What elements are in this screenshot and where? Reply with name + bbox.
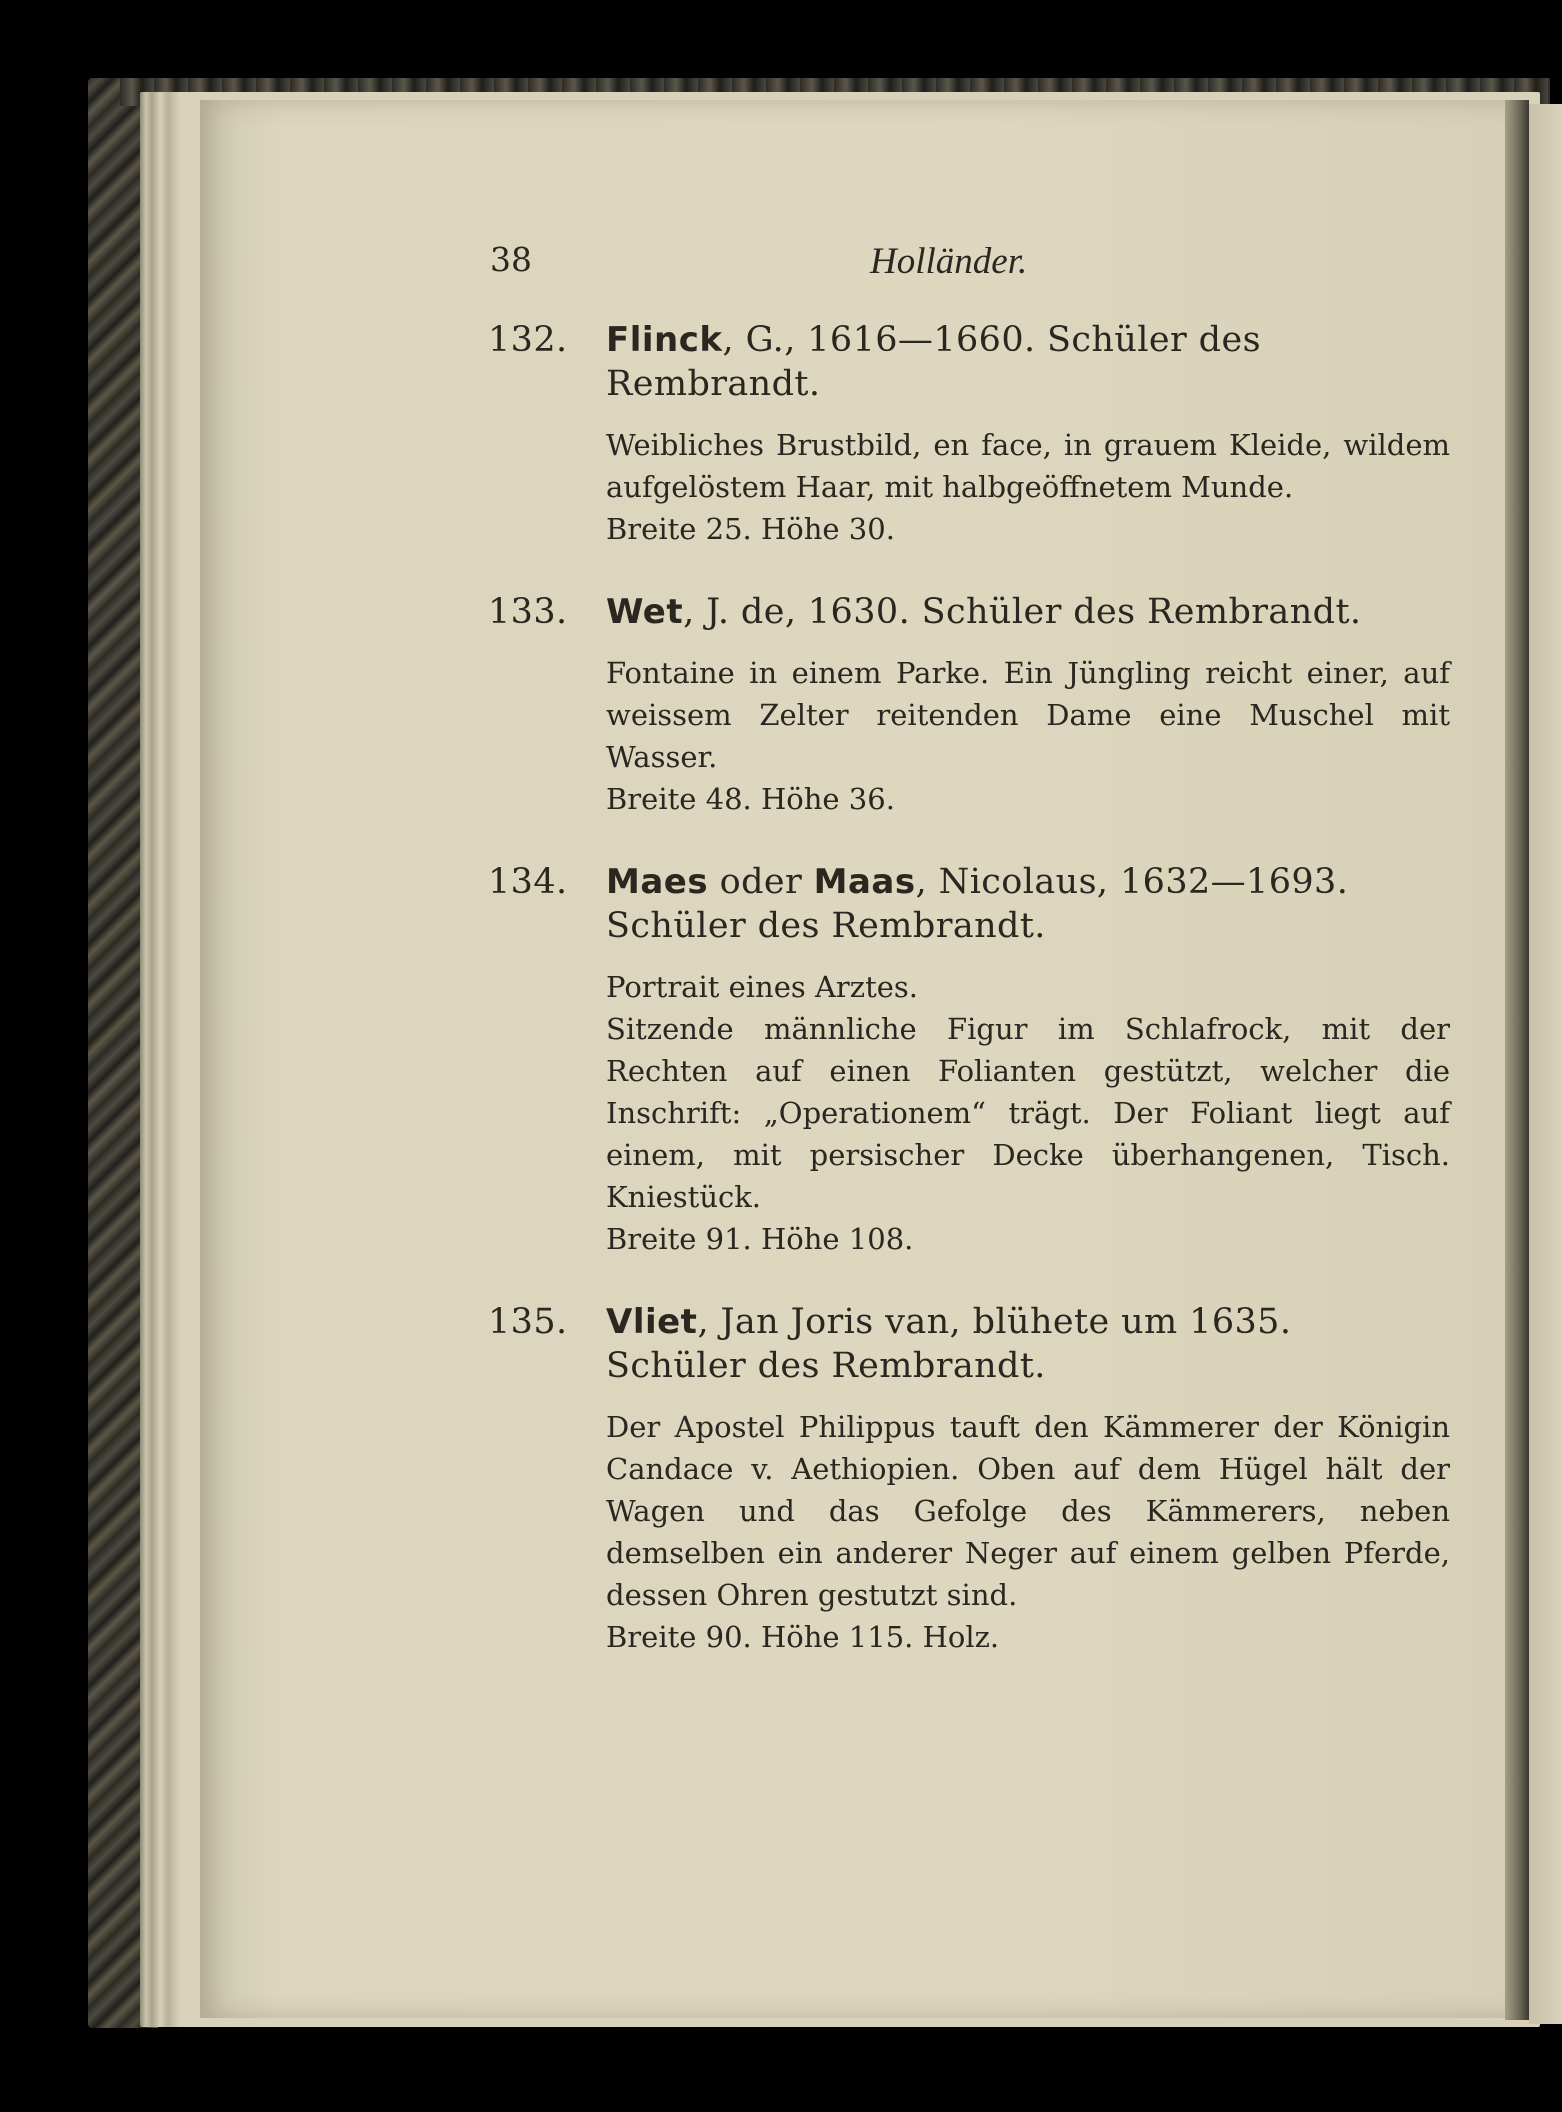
artist-name-alt: Maas: [813, 862, 916, 902]
entry-heading: [490, 1300, 1450, 1388]
catalog-entry-134: [490, 860, 1450, 1260]
catalog-entry-133: [490, 590, 1450, 820]
description-text: Sitzende männliche Figur im Schlafrock, mit der Rechten auf einen Folianten gestützt, welcher die Inschrift: „Operationem“ trägt. Der Foliant liegt auf einem, mit persischer Decke überhangenen, Tisch. Kniestück.: [606, 1012, 1450, 1214]
entry-heading: [490, 590, 1450, 634]
page-content: [490, 240, 1450, 1658]
artist-name: Vliet: [606, 1302, 698, 1342]
entry-heading-text: , Jan Joris van, blühete um 1635.: [697, 1302, 1292, 1342]
dimensions-text: Breite 91. Höhe 108.: [606, 1222, 914, 1256]
description-text: Der Apostel Philippus tauft den Kämmerer der Königin Candace v. Aethiopien. Oben auf dem Hügel hält der Wagen und das Gefolge des Kämmerers, neben demselben ein anderer Neger auf einem gelben Pferde, dessen Ohren gestutzt sind.: [606, 1410, 1450, 1612]
catalog-entry-132: [490, 318, 1450, 550]
page-header: [490, 240, 1450, 292]
catalog-entry-135: [490, 1300, 1450, 1658]
entry-heading-line: [490, 860, 1450, 904]
entry-heading-line-2: Schüler des Rembrandt.: [606, 906, 1046, 946]
artist-name: Flinck: [606, 320, 723, 360]
entry-description: [490, 1406, 1450, 1658]
entry-number: 135.: [488, 1302, 568, 1342]
dimensions-text: Breite 48. Höhe 36.: [606, 782, 895, 816]
dimensions-text: Breite 25. Höhe 30.: [606, 512, 895, 546]
entry-heading-text: , G., 1616—1660. Schüler des: [722, 320, 1261, 360]
name-joiner: oder: [708, 862, 814, 902]
entry-heading-line: [490, 1300, 1450, 1344]
entry-heading-line-2: Schüler des Rembrandt.: [606, 1346, 1046, 1386]
entry-heading-line: [490, 318, 1450, 362]
entry-heading-text: , J. de, 1630. Schüler des Rembrandt.: [683, 592, 1362, 632]
entry-heading-text: , Nicolaus, 1632—1693.: [915, 862, 1349, 902]
entry-description: [490, 652, 1450, 820]
description-text: Fontaine in einem Parke. Ein Jüngling reicht einer, auf weissem Zelter reitenden Dame eine Muschel mit Wasser.: [606, 656, 1450, 774]
artist-name: Maes: [606, 862, 709, 902]
entry-number: 132.: [488, 320, 568, 360]
entry-description: [490, 424, 1450, 550]
entry-heading-line: [490, 590, 1450, 634]
entry-heading-line-2: Rembrandt.: [606, 364, 821, 404]
entry-heading: [490, 318, 1450, 406]
book-gutter: [1505, 100, 1529, 2020]
entry-number: 133.: [488, 592, 568, 632]
entry-heading: [490, 860, 1450, 948]
running-title: Holländer.: [870, 241, 1028, 282]
page-number: 38: [490, 240, 532, 279]
dimensions-text: Breite 90. Höhe 115. Holz.: [606, 1620, 1000, 1654]
entry-number: 134.: [488, 862, 568, 902]
entry-description: [490, 966, 1450, 1260]
description-text: Weibliches Brustbild, en face, in grauem Kleide, wildem aufgelöstem Haar, mit halbgeöffnetem Munde.: [606, 428, 1450, 504]
artist-name: Wet: [606, 592, 684, 632]
description-title: Portrait eines Arztes.: [606, 970, 918, 1004]
facing-page-edge: [1529, 104, 1562, 2024]
